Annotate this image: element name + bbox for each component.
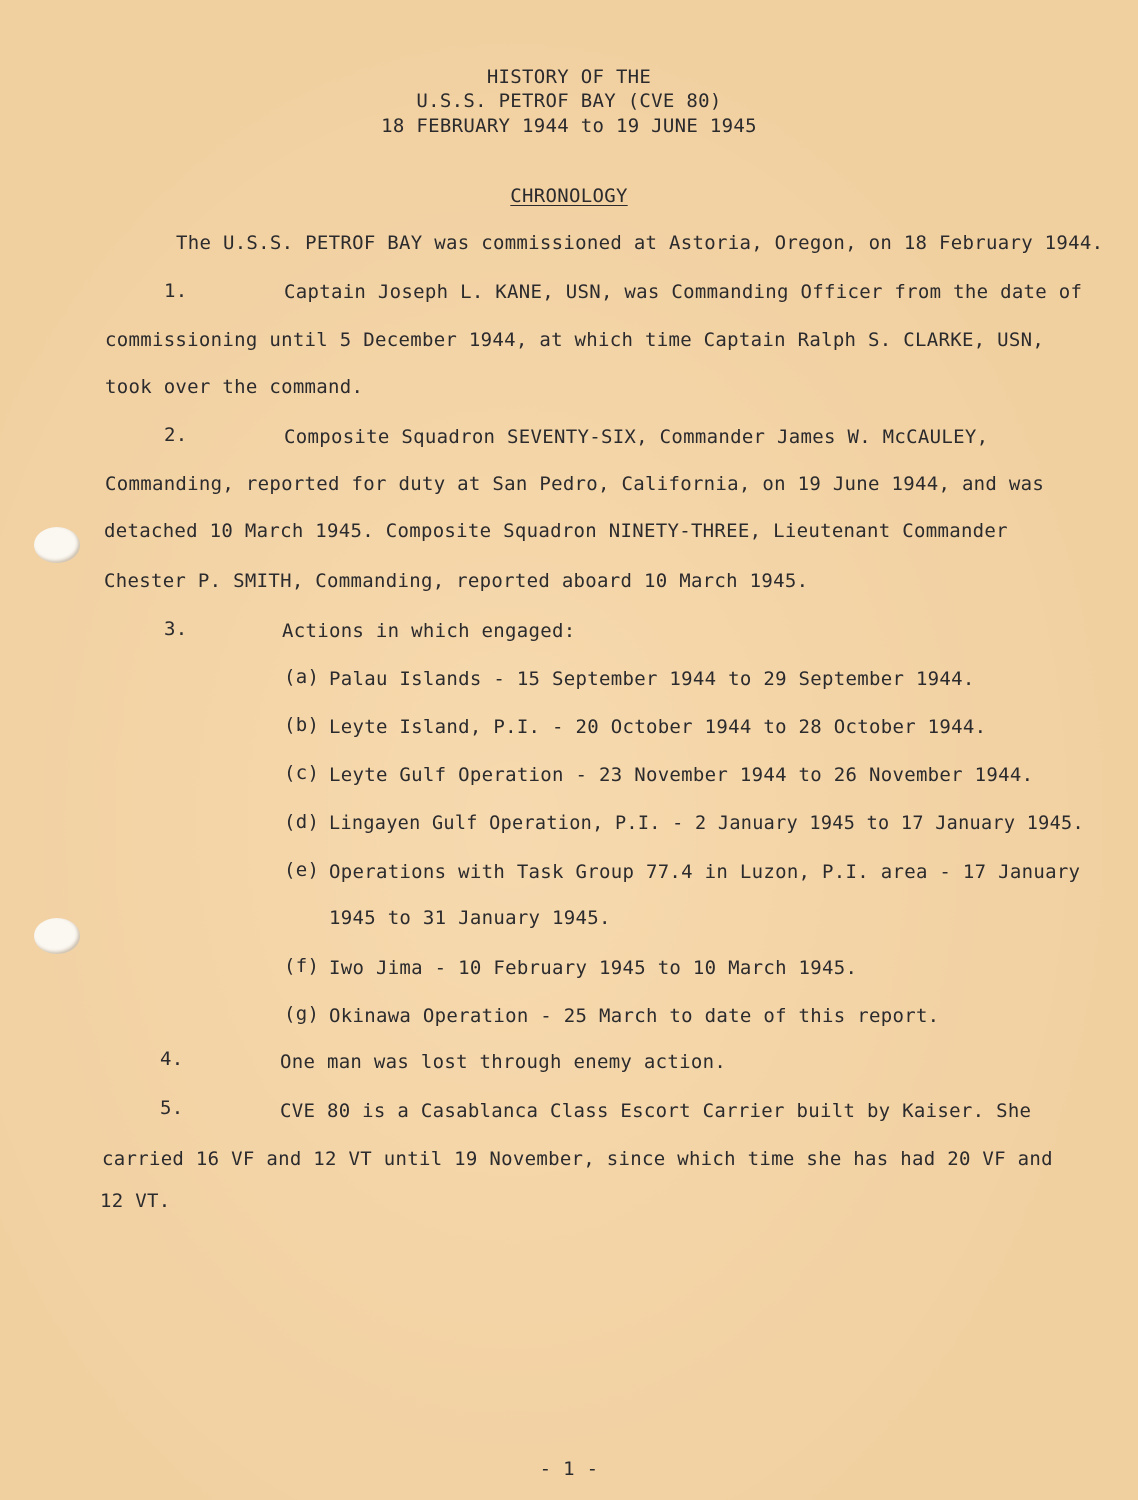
item-2-line: Commanding, reported for duty at San Pedro, California, on 19 June 1944, and was xyxy=(105,473,1045,495)
item-1-line: commissioning until 5 December 1944, at which time Captain Ralph S. CLARKE, USN, xyxy=(105,329,1045,351)
action-label: (g) xyxy=(284,1003,320,1025)
item-number: 4. xyxy=(160,1048,184,1070)
action-item: Leyte Island, P.I. - 20 October 1944 to 28 October 1944. xyxy=(329,716,987,738)
action-item: Okinawa Operation - 25 March to date of this report. xyxy=(329,1005,940,1027)
item-5-line: 12 VT. xyxy=(100,1190,171,1212)
item-2-line: detached 10 March 1945. Composite Squadron NINETY-THREE, Lieutenant Commander xyxy=(104,520,1008,542)
item-1-line: took over the command. xyxy=(105,376,364,398)
item-5-line: CVE 80 is a Casablanca Class Escort Carrier built by Kaiser. She xyxy=(280,1100,1032,1122)
item-number: 1. xyxy=(164,280,188,302)
section-title: CHRONOLOGY xyxy=(510,185,628,207)
title-line-1: HISTORY OF THE xyxy=(486,66,652,88)
action-label: (e) xyxy=(284,859,320,881)
intro-paragraph: The U.S.S. PETROF BAY was commissioned at Astoria, Oregon, on 18 February 1944. xyxy=(176,232,1104,254)
title-line-3: 18 FEBRUARY 1944 to 19 JUNE 1945 xyxy=(381,115,757,137)
action-item: Operations with Task Group 77.4 in Luzon, P.I. area - 17 January xyxy=(329,861,1081,883)
punch-hole xyxy=(34,527,80,563)
item-3-line: Actions in which engaged: xyxy=(282,620,576,642)
title-line-2: U.S.S. PETROF BAY (CVE 80) xyxy=(416,90,722,112)
page-number: - 1 - xyxy=(539,1458,599,1480)
action-item: Palau Islands - 15 September 1944 to 29 September 1944. xyxy=(329,668,975,690)
action-label: (b) xyxy=(284,714,320,736)
item-1-line: Captain Joseph L. KANE, USN, was Commanding Officer from the date of xyxy=(284,281,1083,303)
action-label: (f) xyxy=(284,955,320,977)
punch-hole xyxy=(34,918,80,954)
item-2-line: Composite Squadron SEVENTY-SIX, Commander James W. McCAULEY, xyxy=(284,426,989,448)
item-number: 3. xyxy=(164,618,188,640)
action-item: Lingayen Gulf Operation, P.I. - 2 January 1945 to 17 January 1945. xyxy=(329,813,1084,834)
item-4-line: One man was lost through enemy action. xyxy=(280,1051,727,1073)
action-label: (c) xyxy=(284,762,320,784)
item-number: 5. xyxy=(160,1097,184,1119)
item-5-line: carried 16 VF and 12 VT until 19 November, since which time she has had 20 VF and xyxy=(102,1148,1053,1170)
item-number: 2. xyxy=(164,424,188,446)
action-label: (d) xyxy=(284,811,320,833)
action-item: Leyte Gulf Operation - 23 November 1944 to 26 November 1944. xyxy=(329,764,1034,786)
action-item-continued: 1945 to 31 January 1945. xyxy=(329,907,611,929)
item-2-line: Chester P. SMITH, Commanding, reported aboard 10 March 1945. xyxy=(104,570,809,592)
action-label: (a) xyxy=(284,666,320,688)
action-item: Iwo Jima - 10 February 1945 to 10 March 1945. xyxy=(329,957,858,979)
